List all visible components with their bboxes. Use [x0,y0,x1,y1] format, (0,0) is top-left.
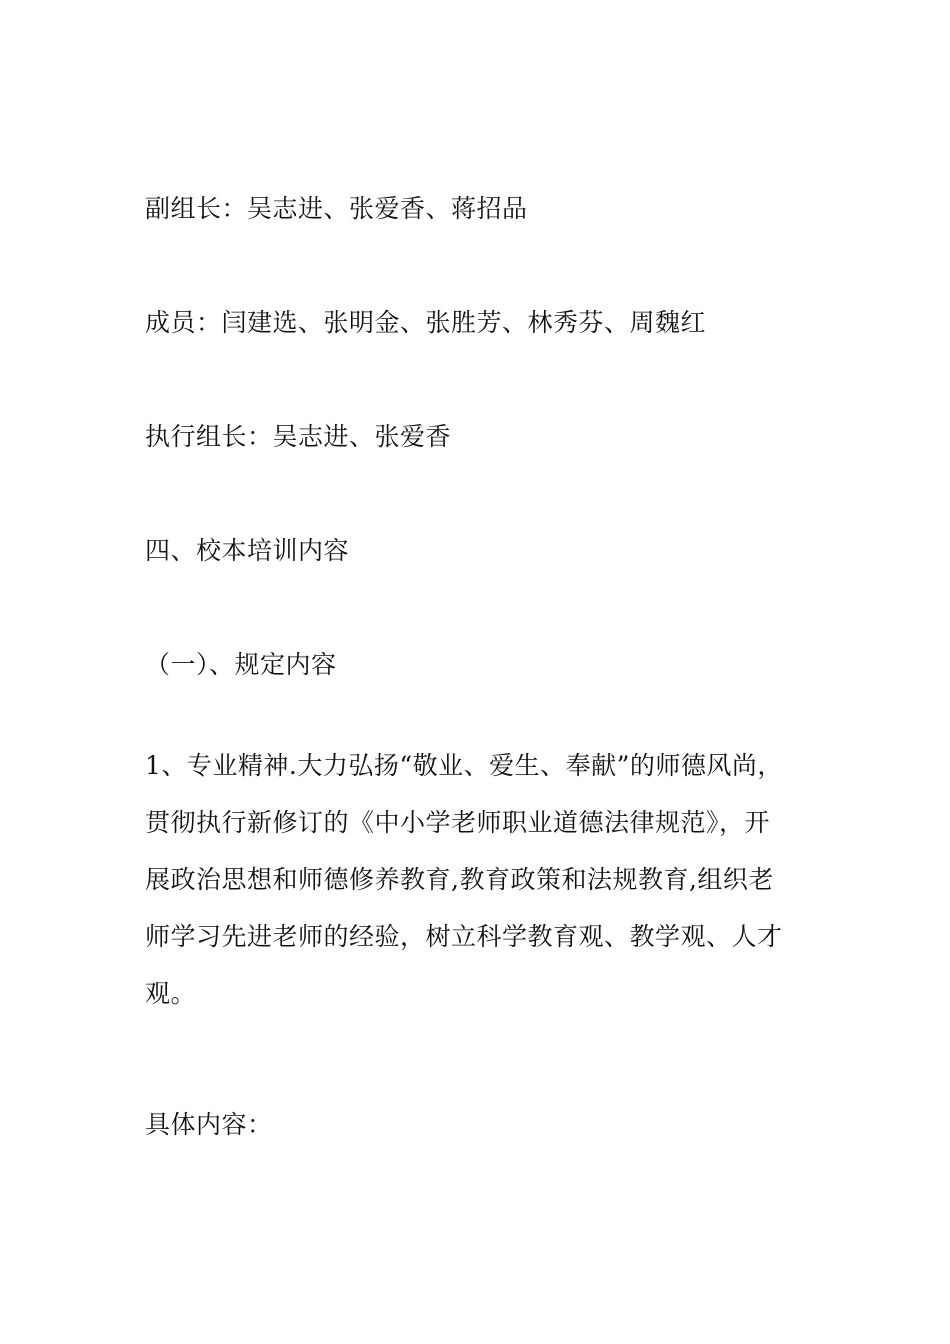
deputy-leaders-line: 副组长：吴志进、张爱香、蒋招品 [145,194,528,223]
paragraph-line: 1、专业精神.大力弘扬“敬业、爱生、奉献”的师德风尚， [145,751,783,780]
paragraph-line: 观。 [145,979,197,1008]
paragraph-line: 展政治思想和师德修养教育,教育政策和法规教育,组织老 [145,865,774,894]
executive-leaders-line: 执行组长：吴志进、张爱香 [145,422,452,451]
paragraph-line: 师学习先进老师的经验，树立科学教育观、教学观、人才 [145,922,783,951]
specific-content-heading: 具体内容： [145,1110,273,1139]
subsection-heading: （一）、规定内容 [145,650,337,679]
professional-spirit-paragraph [145,737,805,1022]
paragraph-line: 贯彻执行新修订的《中小学老师职业道德法律规范》，开 [145,808,771,837]
members-line: 成员：闫建选、张明金、张胜芳、林秀芬、周魏红 [145,308,707,337]
section-heading: 四、校本培训内容 [145,536,350,565]
